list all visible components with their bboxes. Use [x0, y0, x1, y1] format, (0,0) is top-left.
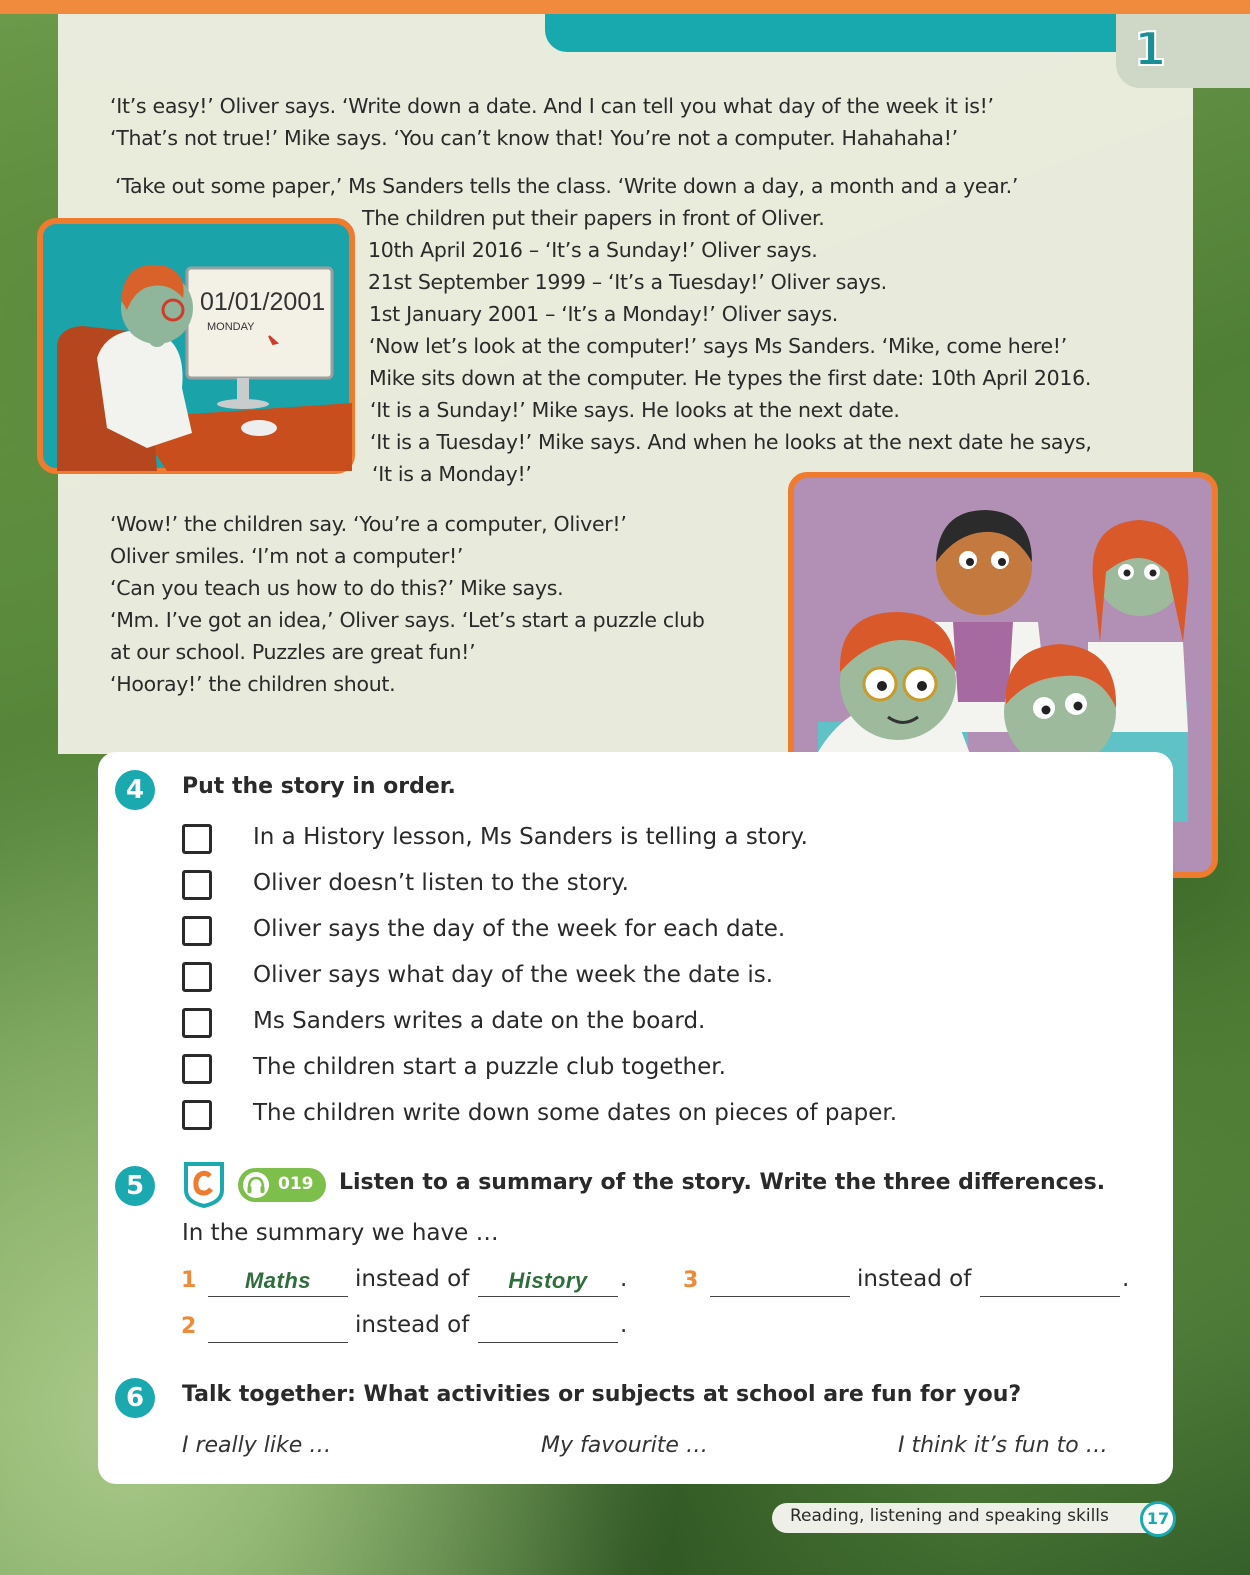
order-checkbox[interactable]	[182, 1008, 212, 1038]
order-checkbox[interactable]	[182, 870, 212, 900]
screen-day: MONDAY	[207, 321, 255, 333]
story-paragraph-1	[110, 90, 994, 154]
story-line: 1st January 2001 – ‘It’s a Monday!’ Oliver says.	[369, 302, 838, 326]
screen-date: 01/01/2001	[200, 288, 326, 316]
audio-track-number: 019	[278, 1174, 314, 1194]
exercise-5-number: 5	[115, 1166, 155, 1206]
story-line: ‘Take out some paper,’ Ms Sanders tells the class. ‘Write down a day, a month and a year.’	[115, 174, 1019, 198]
unit-number: 1	[1133, 22, 1166, 76]
headphones-icon	[242, 1171, 270, 1199]
period: .	[1122, 1266, 1130, 1292]
story-line: ‘It is a Sunday!’ Mike says. He looks at the next date.	[370, 398, 900, 422]
story-line: Oliver smiles. ‘I’m not a computer!’	[110, 544, 464, 568]
story-paragraph-3	[110, 508, 705, 700]
exercise-5-lead: In the summary we have …	[182, 1220, 499, 1246]
list-item-text: Oliver doesn’t listen to the story.	[253, 870, 629, 896]
instead-of-label: instead of	[355, 1266, 470, 1292]
answer-field[interactable]	[208, 1314, 348, 1343]
answer-field[interactable]: Maths	[208, 1268, 348, 1297]
instead-of-label: instead of	[355, 1312, 470, 1338]
top-orange-bar	[0, 0, 1250, 14]
exercise-4-number: 4	[115, 770, 155, 810]
list-item-text: Oliver says what day of the week the date is.	[253, 962, 774, 988]
speaking-prompt: My favourite …	[541, 1433, 708, 1458]
gap-row-number: 3	[683, 1268, 699, 1293]
story-line: ‘It is a Monday!’	[372, 462, 532, 486]
shield-icon	[182, 1160, 226, 1208]
period: .	[620, 1312, 628, 1338]
speaking-prompt: I think it’s fun to …	[898, 1433, 1108, 1458]
story-line: Mike sits down at the computer. He types the first date: 10th April 2016.	[369, 366, 1092, 390]
order-checkbox[interactable]	[182, 962, 212, 992]
speaking-prompt: I really like …	[182, 1433, 332, 1458]
gap-row-number: 1	[181, 1268, 197, 1293]
story-line: ‘Now let’s look at the computer!’ says Ms Sanders. ‘Mike, come here!’	[369, 334, 1067, 358]
answer-field[interactable]	[980, 1268, 1120, 1297]
footer-label: Reading, listening and speaking skills	[790, 1506, 1109, 1526]
instead-of-label: instead of	[857, 1266, 972, 1292]
story-paragraph-2	[362, 202, 1092, 490]
computer-illustration	[37, 218, 355, 474]
page-number: 17	[1140, 1501, 1176, 1537]
order-checkbox[interactable]	[182, 824, 212, 854]
audio-track-button[interactable]	[238, 1168, 326, 1202]
order-checkbox[interactable]	[182, 1100, 212, 1130]
list-item-text: Ms Sanders writes a date on the board.	[253, 1008, 706, 1034]
story-line: ‘Hooray!’ the children shout.	[110, 672, 396, 696]
story-line: ‘That’s not true!’ Mike says. ‘You can’t know that! You’re not a computer. Hahahaha!’	[110, 126, 958, 150]
answer-field[interactable]	[478, 1314, 618, 1343]
gap-row-number: 2	[181, 1314, 197, 1339]
top-teal-tab	[545, 14, 1135, 52]
story-line: 21st September 1999 – ‘It’s a Tuesday!’ Oliver says.	[368, 270, 887, 294]
story-line: ‘Wow!’ the children say. ‘You’re a computer, Oliver!’	[110, 512, 627, 536]
story-line: ‘It’s easy!’ Oliver says. ‘Write down a date. And I can tell you what day of the week it is!’	[110, 94, 994, 118]
order-checkbox[interactable]	[182, 916, 212, 946]
story-line: ‘Mm. I’ve got an idea,’ Oliver says. ‘Let’s start a puzzle club	[110, 608, 705, 632]
exercise-5-instruction: Listen to a summary of the story. Write the three differences.	[339, 1170, 1106, 1195]
story-line: ‘Can you teach us how to do this?’ Mike says.	[110, 576, 564, 600]
period: .	[620, 1266, 628, 1292]
list-item-text: Oliver says the day of the week for each date.	[253, 916, 786, 942]
answer-field[interactable]	[710, 1268, 850, 1297]
exercise-6-instruction: Talk together: What activities or subjects at school are fun for you?	[182, 1382, 1022, 1407]
list-item-text: The children write down some dates on pieces of paper.	[253, 1100, 898, 1126]
list-item-text: In a History lesson, Ms Sanders is telling a story.	[253, 824, 808, 850]
story-line: 10th April 2016 – ‘It’s a Sunday!’ Oliver says.	[368, 238, 818, 262]
answer-field[interactable]: History	[478, 1268, 618, 1297]
exercise-4-instruction: Put the story in order.	[182, 774, 456, 799]
order-checkbox[interactable]	[182, 1054, 212, 1084]
story-line: The children put their papers in front of Oliver.	[362, 206, 825, 230]
list-item-text: The children start a puzzle club together.	[253, 1054, 726, 1080]
story-line: at our school. Puzzles are great fun!’	[110, 640, 476, 664]
exercise-6-number: 6	[115, 1378, 155, 1418]
story-line: ‘It is a Tuesday!’ Mike says. And when he looks at the next date he says,	[370, 430, 1092, 454]
